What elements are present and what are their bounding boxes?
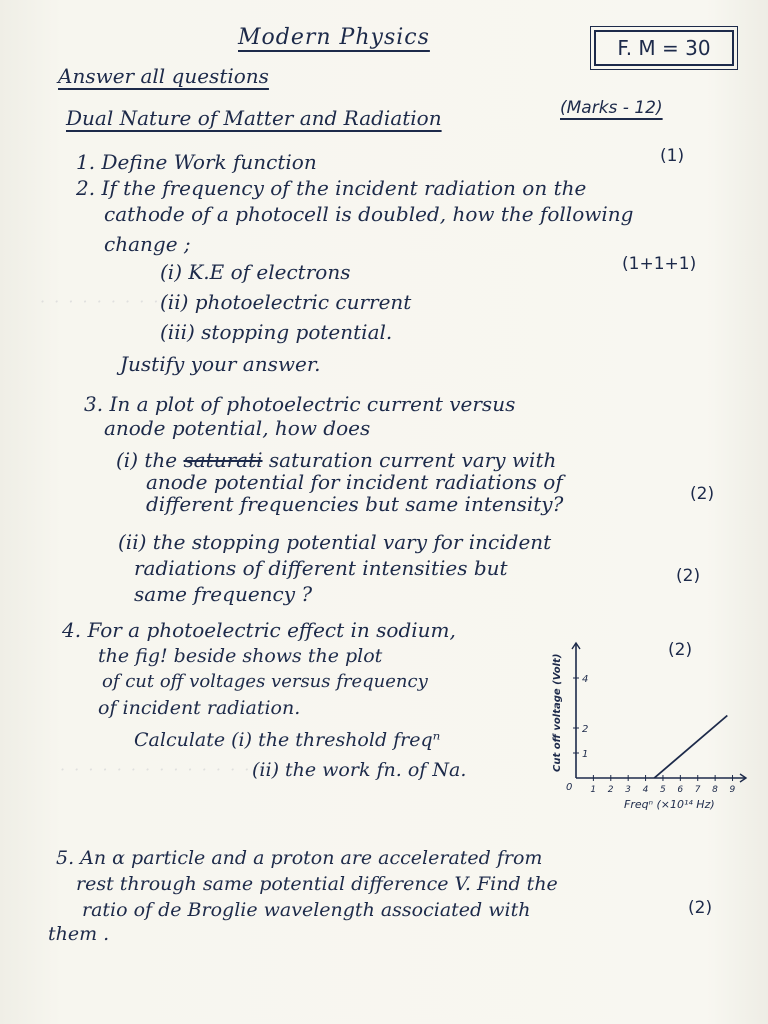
instruction: Answer all questions xyxy=(58,64,269,88)
question-3-line: anode potential, how does xyxy=(104,416,371,440)
full-marks-box: F. M = 30 xyxy=(594,30,734,66)
question-4-marks: (2) xyxy=(668,640,693,660)
question-2-line: 2. If the frequency of the incident radiation on the xyxy=(76,176,587,200)
question-2-line: cathode of a photocell is doubled, how the following xyxy=(104,202,634,226)
question-5-marks: (2) xyxy=(688,898,713,918)
question-5-line: ratio of de Broglie wavelength associated with xyxy=(82,899,531,921)
question-4-line: of cut off voltages versus frequency xyxy=(102,671,428,692)
page-title: Modern Physics xyxy=(238,25,430,50)
bleed-through-text: · · · · · · · · · xyxy=(40,292,161,311)
question-3a-line: anode potential for incident radiations of xyxy=(146,470,563,494)
question-3a-marks: (2) xyxy=(690,484,715,504)
series-line xyxy=(654,716,727,779)
question-3b-line: radiations of different intensities but xyxy=(134,556,508,580)
x-tick-label: 7 xyxy=(694,785,701,795)
question-3a-prefix: (i) the xyxy=(116,448,178,472)
question-2-marks: (1+1+1) xyxy=(622,254,697,274)
section-marks: (Marks - 12) xyxy=(560,98,663,118)
question-4-line: 4. For a photoelectric effect in sodium, xyxy=(62,618,456,642)
question-4-line: (ii) the work fn. of Na. xyxy=(252,759,467,781)
x-tick-label: 6 xyxy=(677,785,684,795)
question-4-line: the fig! beside shows the plot xyxy=(98,645,383,667)
question-3b-line: (ii) the stopping potential vary for incident xyxy=(118,530,552,554)
question-5-line: them . xyxy=(48,923,110,945)
x-axis-label: Freqⁿ (×10¹⁴ Hz) xyxy=(624,798,715,811)
question-3a-line: different frequencies but same intensity? xyxy=(146,492,564,516)
x-tick-label: 3 xyxy=(625,785,631,795)
x-tick-label: 4 xyxy=(642,785,649,795)
y-tick-label: 2 xyxy=(582,724,589,735)
question-1-marks: (1) xyxy=(660,146,685,166)
x-tick-label: 2 xyxy=(607,785,614,795)
y-axis-label: Cut off voltage (Volt) xyxy=(552,653,563,772)
question-3a-line xyxy=(116,448,556,472)
question-2-justify: Justify your answer. xyxy=(120,352,321,376)
x-tick-label: 9 xyxy=(729,785,736,795)
question-5-line: 5. An α particle and a proton are accelerated from xyxy=(56,847,543,869)
question-3a-text: saturation current vary with xyxy=(268,448,557,472)
x-tick-label: 8 xyxy=(712,785,718,795)
y-tick-label: 1 xyxy=(582,749,589,760)
x-tick-label: 1 xyxy=(590,785,597,795)
question-1: 1. Define Work function xyxy=(76,150,317,174)
x-tick-label: 5 xyxy=(659,785,666,795)
question-2-item: (i) K.E of electrons xyxy=(160,260,351,284)
question-5-line: rest through same potential difference V. Find the xyxy=(76,873,558,895)
question-4-line: Calculate (i) the threshold freqⁿ xyxy=(134,729,441,751)
question-3b-line: same frequency ? xyxy=(134,582,313,606)
origin-label: 0 xyxy=(566,782,573,793)
question-2-item: (ii) photoelectric current xyxy=(160,290,412,314)
bleed-through-text: · · · · · · · · · · · · · · · · · xyxy=(60,760,294,779)
question-3-line: 3. In a plot of photoelectric current versus xyxy=(84,392,516,416)
question-2-item: (iii) stopping potential. xyxy=(160,320,393,344)
cutoff-voltage-graph xyxy=(540,640,755,825)
question-4-line: of incident radiation. xyxy=(98,697,301,719)
y-tick-label: 4 xyxy=(582,674,589,685)
struck-word: saturati xyxy=(183,448,263,472)
question-2-line: change ; xyxy=(104,232,191,256)
question-3b-marks: (2) xyxy=(676,566,701,586)
section-title: Dual Nature of Matter and Radiation xyxy=(66,106,442,130)
